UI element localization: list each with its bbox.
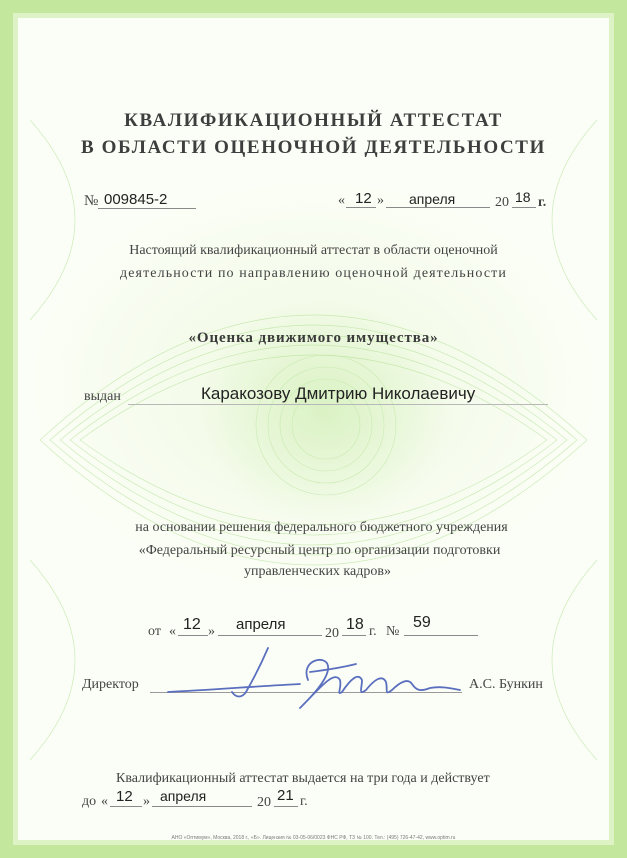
decision-year-underline xyxy=(342,635,366,636)
director-label: Директор xyxy=(82,677,139,692)
valid-year-unit: г. xyxy=(300,794,308,809)
decision-open-quote: « xyxy=(169,624,176,639)
issue-month: апреля xyxy=(409,191,456,207)
printer-footer: АНО «Оптимум», Москва, 2018 г., «Б». Лицензия № 03-05-06/0023 ФНС РФ, ТЗ № 100. Тел.: (495) 726-47-42, www.optim.ru xyxy=(171,835,456,841)
issued-label: выдан xyxy=(84,389,121,404)
director-signature xyxy=(150,640,470,720)
valid-day-underline xyxy=(110,806,142,807)
decision-month-underline xyxy=(218,635,322,636)
valid-month-underline xyxy=(152,806,252,807)
intro-line-1: Настоящий квалификационный аттестат в области оценочной xyxy=(129,243,498,258)
intro-line-2: деятельности по направлению оценочной деятельности xyxy=(120,266,507,281)
valid-year: 21 xyxy=(277,787,294,804)
decision-number-prefix: № xyxy=(386,624,400,639)
valid-year-underline xyxy=(274,806,298,807)
valid-day: 12 xyxy=(116,788,133,805)
decision-year-unit: г. xyxy=(369,624,377,639)
valid-open-quote: « xyxy=(101,794,108,809)
issue-open-quote: « xyxy=(338,193,345,208)
valid-month: апреля xyxy=(160,788,207,804)
issue-day-underline xyxy=(346,207,376,208)
title-line-1: КВАЛИФИКАЦИОННЫЙ АТТЕСТАТ xyxy=(124,110,503,131)
issue-year-underline xyxy=(512,207,536,208)
title-line-2: В ОБЛАСТИ ОЦЕНОЧНОЙ ДЕЯТЕЛЬНОСТИ xyxy=(81,137,546,158)
valid-year-prefix: 20 xyxy=(257,795,271,810)
issue-year: 18 xyxy=(515,189,531,205)
issue-month-underline xyxy=(386,207,490,208)
basis-line-1: на основании решения федерального бюджетного учреждения xyxy=(135,520,508,535)
certificate-number: 009845-2 xyxy=(104,191,168,208)
decision-year-prefix: 20 xyxy=(325,626,339,641)
decision-from-label: от xyxy=(148,624,161,639)
validity-line: Квалификационный аттестат выдается на три года и действует xyxy=(116,771,490,786)
holder-name: Каракозову Дмитрию Николаевичу xyxy=(201,384,476,403)
basis-line-3: управленческих кадров» xyxy=(244,564,391,579)
number-prefix: № xyxy=(84,193,99,209)
decision-year: 18 xyxy=(346,616,364,633)
issue-day: 12 xyxy=(355,190,372,207)
decision-number: 59 xyxy=(413,614,431,631)
decision-day-underline xyxy=(178,635,208,636)
decision-close-quote: » xyxy=(208,624,215,639)
issue-year-prefix: 20 xyxy=(495,195,509,210)
basis-line-2: «Федеральный ресурсный центр по организации подготовки xyxy=(138,543,501,558)
decision-month: апреля xyxy=(236,616,286,633)
issue-close-quote: » xyxy=(377,193,384,208)
valid-until-label: до xyxy=(82,794,97,809)
director-name: А.С. Бункин xyxy=(469,677,543,692)
direction: «Оценка движимого имущества» xyxy=(188,330,439,346)
decision-number-underline xyxy=(404,635,478,636)
issue-year-unit: г. xyxy=(538,195,547,210)
holder-underline xyxy=(128,404,548,405)
number-underline xyxy=(98,208,196,209)
decision-day: 12 xyxy=(183,616,201,633)
valid-close-quote: » xyxy=(143,794,150,809)
